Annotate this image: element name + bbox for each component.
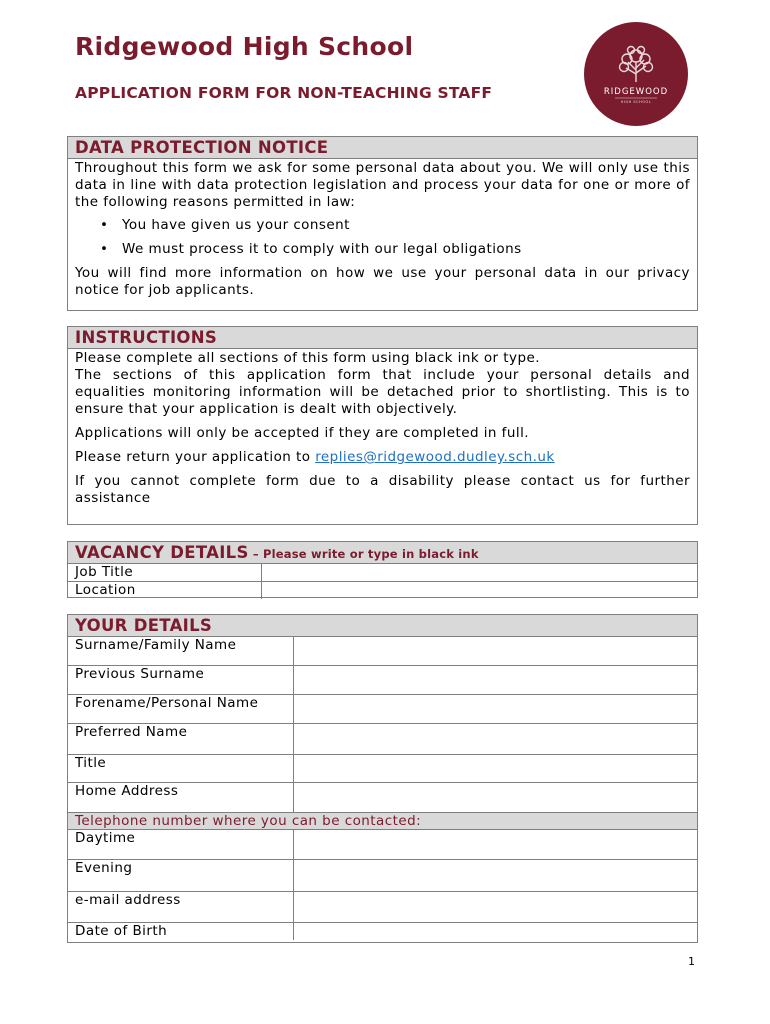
your-details-section bbox=[67, 614, 698, 943]
table-row bbox=[68, 859, 697, 891]
table-row bbox=[68, 754, 697, 782]
vacancy-table bbox=[68, 564, 697, 599]
email-field[interactable] bbox=[294, 891, 698, 922]
surname-label: Surname/Family Name bbox=[75, 637, 237, 653]
job-title-label: Job Title bbox=[75, 564, 134, 580]
bullet-icon: • bbox=[100, 241, 109, 257]
date-of-birth-field[interactable] bbox=[294, 922, 698, 940]
table-row bbox=[68, 665, 697, 694]
instructions-line: If you cannot complete form due to a disability please contact us for further assistance bbox=[75, 473, 690, 506]
vacancy-section bbox=[67, 541, 698, 598]
evening-label: Evening bbox=[68, 859, 294, 891]
home-address-label: Home Address bbox=[68, 782, 294, 812]
data-protection-outro: You will find more information on how we use your personal data in our privacy notice for job applicants. bbox=[75, 265, 690, 298]
personal-details-table bbox=[68, 637, 697, 812]
data-protection-heading: DATA PROTECTION NOTICE bbox=[68, 137, 697, 159]
logo-subtext: HIGH SCHOOL bbox=[620, 100, 652, 104]
preferred-name-label: Preferred Name bbox=[68, 723, 294, 754]
preferred-name-field[interactable] bbox=[294, 723, 698, 754]
school-name: Ridgewood High School bbox=[75, 32, 414, 61]
your-details-heading: YOUR DETAILS bbox=[68, 615, 697, 637]
list-item: • You have given us your consent bbox=[100, 217, 350, 233]
bullet-icon: • bbox=[100, 217, 109, 233]
data-protection-intro: Throughout this form we ask for some personal data about you. We will only use this data in line with data protection legislation and process your data for one or more of the following reasons permitted in law: bbox=[75, 160, 690, 210]
date-of-birth-label: Date of Birth bbox=[68, 922, 294, 940]
evening-phone-field[interactable] bbox=[294, 859, 698, 891]
table-row bbox=[68, 694, 697, 723]
table-row bbox=[68, 637, 697, 665]
instructions-section bbox=[67, 326, 698, 525]
vacancy-heading: VACANCY DETAILS – Please write or type in black ink bbox=[68, 542, 697, 564]
location-field[interactable] bbox=[262, 582, 698, 600]
table-row bbox=[68, 564, 697, 582]
instructions-heading: INSTRUCTIONS bbox=[68, 327, 697, 349]
home-address-field[interactable] bbox=[294, 782, 698, 812]
instructions-line: Please complete all sections of this form using black ink or type. bbox=[75, 350, 541, 366]
table-row bbox=[68, 723, 697, 754]
email-link[interactable]: replies@ridgewood.dudley.sch.uk bbox=[315, 449, 555, 465]
telephone-subheading: Telephone number where you can be contacted: bbox=[68, 812, 697, 830]
job-title-field[interactable] bbox=[262, 564, 698, 582]
consent-reasons-list bbox=[75, 217, 690, 258]
list-item: • We must process it to comply with our legal obligations bbox=[100, 241, 522, 257]
title-field[interactable] bbox=[294, 754, 698, 782]
daytime-label: Daytime bbox=[75, 830, 136, 846]
data-protection-section bbox=[67, 136, 698, 311]
surname-field[interactable] bbox=[294, 637, 698, 665]
return-line: Please return your application to replies@ridgewood.dudley.sch.uk bbox=[75, 449, 555, 465]
table-row bbox=[68, 782, 697, 812]
vacancy-heading-note: – Please write or type in black ink bbox=[248, 547, 479, 561]
logo-text: RIDGEWOOD bbox=[603, 87, 669, 97]
email-label: e-mail address bbox=[68, 891, 294, 922]
contact-details-table bbox=[68, 830, 697, 940]
instructions-line: Applications will only be accepted if they are completed in full. bbox=[75, 425, 530, 441]
location-label: Location bbox=[68, 582, 262, 600]
forename-label: Forename/Personal Name bbox=[68, 694, 294, 723]
table-row bbox=[68, 830, 697, 859]
instructions-line: The sections of this application form that include your personal details and equalities monitoring information will be detached prior to shortlisting. This is to ensure that your application is dealt with objectively. bbox=[75, 367, 690, 417]
previous-surname-field[interactable] bbox=[294, 665, 698, 694]
forename-field[interactable] bbox=[294, 694, 698, 723]
school-logo bbox=[584, 22, 688, 126]
daytime-phone-field[interactable] bbox=[294, 830, 698, 859]
table-row bbox=[68, 582, 697, 600]
table-row bbox=[68, 891, 697, 922]
title-label: Title bbox=[68, 754, 294, 782]
previous-surname-label: Previous Surname bbox=[68, 665, 294, 694]
table-row bbox=[68, 922, 697, 940]
page-number: 1 bbox=[688, 955, 695, 968]
form-title: APPLICATION FORM FOR NON-TEACHING STAFF bbox=[75, 84, 493, 102]
